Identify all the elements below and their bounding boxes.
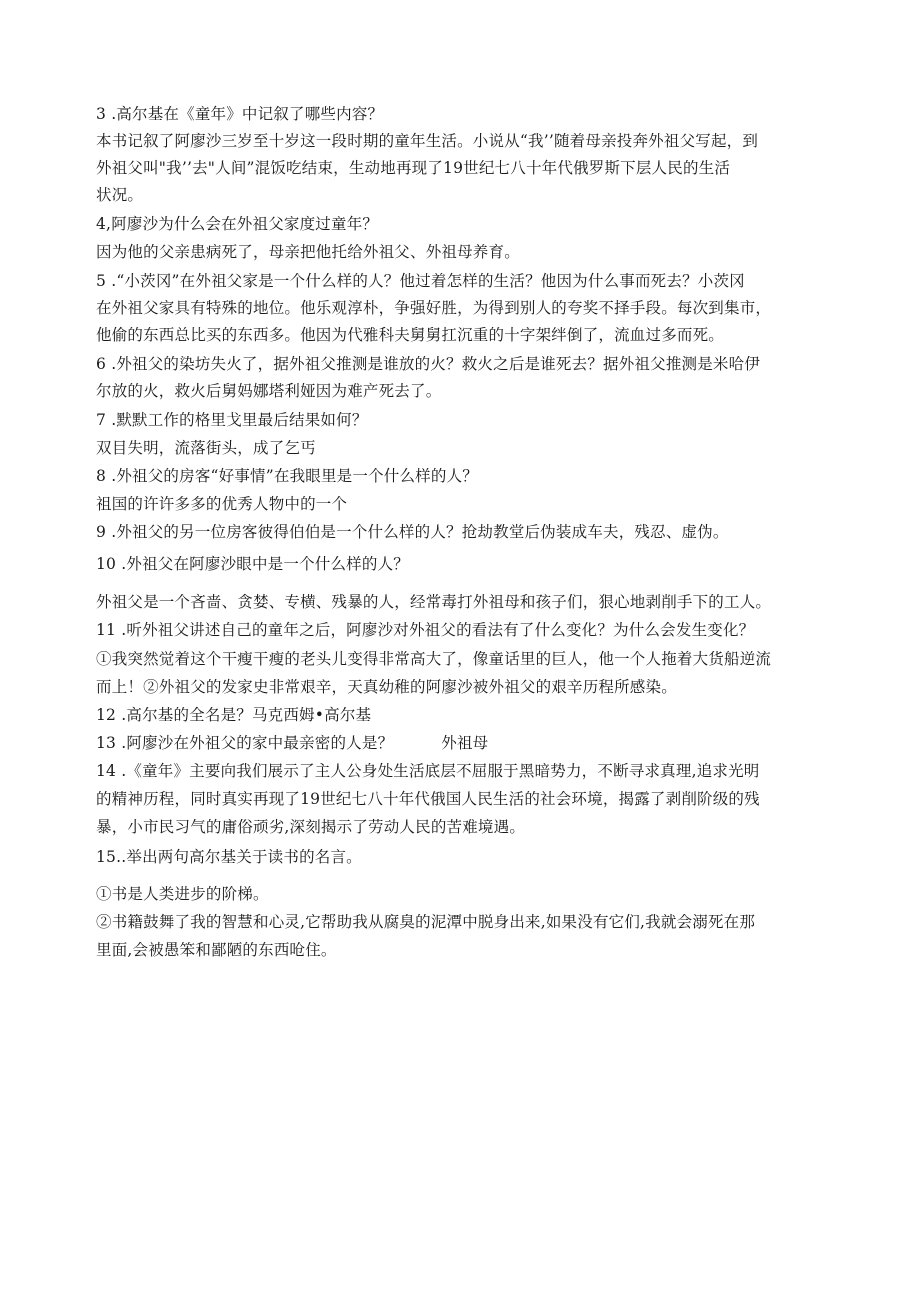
answer-3-line-1: 本书记叙了阿廖沙三岁至十岁这一段时期的童年生活。小说从“我’’随着母亲投奔外祖父写起，到	[96, 132, 759, 150]
answer-10: 外祖父是一个吝啬、贪婪、专横、残暴的人，经常毒打外祖母和孩子们，狠心地剥削手下的工人。	[96, 593, 772, 611]
answer-4: 因为他的父亲患病死了，母亲把他托给外祖父、外祖母养育。	[96, 243, 520, 261]
question-14-line-1: 14 .《童年》主要向我们展示了主人公身处生活底层不屈服于黑暗势力，不断寻求真理,追求光明	[96, 762, 760, 780]
answer-5-line-2: 他偷的东西总比买的东西多。他因为代雅科夫舅舅扛沉重的十字架绊倒了，流血过多而死。	[96, 326, 725, 344]
question-15: 15..举出两句高尔基关于读书的名言。	[96, 848, 362, 866]
answer-3-line-2: 外祖父叫"我’’去"人间”混饭吃结束，生动地再现了19世纪七八十年代俄罗斯下层人民的生活	[96, 159, 731, 177]
question-10: 10 .外祖父在阿廖沙眼中是一个什么样的人？	[96, 555, 409, 573]
question-5: 5 .“小茨冈”在外祖父家是一个什么样的人？他过着怎样的生活？他因为什么事而死去？小茨冈	[96, 272, 745, 290]
answer-13: 外祖母	[441, 734, 489, 752]
question-6: 6 .外祖父的染坊失火了，据外祖父推测是谁放的火？救火之后是谁死去？据外祖父推测是米哈伊	[96, 355, 761, 373]
question-3: 3 .高尔基在《童年》中记叙了哪些内容？	[96, 105, 384, 123]
answer-6: 尔放的火，救火后舅妈娜塔利娅因为难产死去了。	[96, 382, 442, 400]
quote-1: ①书是人类进步的阶梯。	[96, 885, 269, 903]
question-7: 7 .默默工作的格里戈里最后结果如何？	[96, 411, 368, 429]
question-8: 8 .外祖父的房客“好事情”在我眼里是一个什么样的人？	[96, 467, 478, 485]
question-12: 12 .高尔基的全名是？马克西姆•高尔基	[96, 706, 372, 724]
answer-5-line-1: 在外祖父家具有特殊的地位。他乐观淳朴，争强好胜，为得到别人的夸奖不择手段。每次到集市，	[96, 299, 772, 317]
question-14-line-3: 暴，小市民习气的庸俗顽劣,深刻揭示了劳动人民的苦难境遇。	[96, 818, 526, 836]
answer-11-line-2: 而上！②外祖父的发家史非常艰辛，天真幼稚的阿廖沙被外祖父的艰辛历程所感染。	[96, 678, 677, 696]
question-9: 9 .外祖父的另一位房客彼得伯伯是一个什么样的人？抢劫教堂后伪装成车夫，残忍、虚伪。	[96, 523, 729, 541]
answer-8: 祖国的许许多多的优秀人物中的一个	[96, 495, 348, 513]
quote-2-line-2: 里面,会被愚笨和鄙陋的东西呛住。	[96, 941, 337, 959]
question-11: 11 .听外祖父讲述自己的童年之后，阿廖沙对外祖父的看法有了什么变化？为什么会发生变化？	[96, 621, 755, 639]
question-13	[96, 733, 488, 753]
answer-11-line-1: ①我突然觉着这个干瘦干瘦的老头儿变得非常高大了，像童话里的巨人，他一个人拖着大货船逆流	[96, 650, 772, 668]
question-4: 4,阿廖沙为什么会在外祖父家度过童年？	[96, 215, 379, 233]
quote-2-line-1: ②书籍鼓舞了我的智慧和心灵,它帮助我从腐臭的泥潭中脱身出来,如果没有它们,我就会溺死在那	[96, 913, 756, 931]
question-13-text: 13 .阿廖沙在外祖父的家中最亲密的人是？	[96, 734, 394, 752]
question-14-line-2: 的精神历程，同时真实再现了19世纪七八十年代俄国人民生活的社会环境，揭露了剥削阶级的残	[96, 790, 760, 808]
answer-7: 双目失明，流落街头，成了乞丐	[96, 439, 316, 457]
answer-3-line-3: 状况。	[96, 186, 144, 204]
